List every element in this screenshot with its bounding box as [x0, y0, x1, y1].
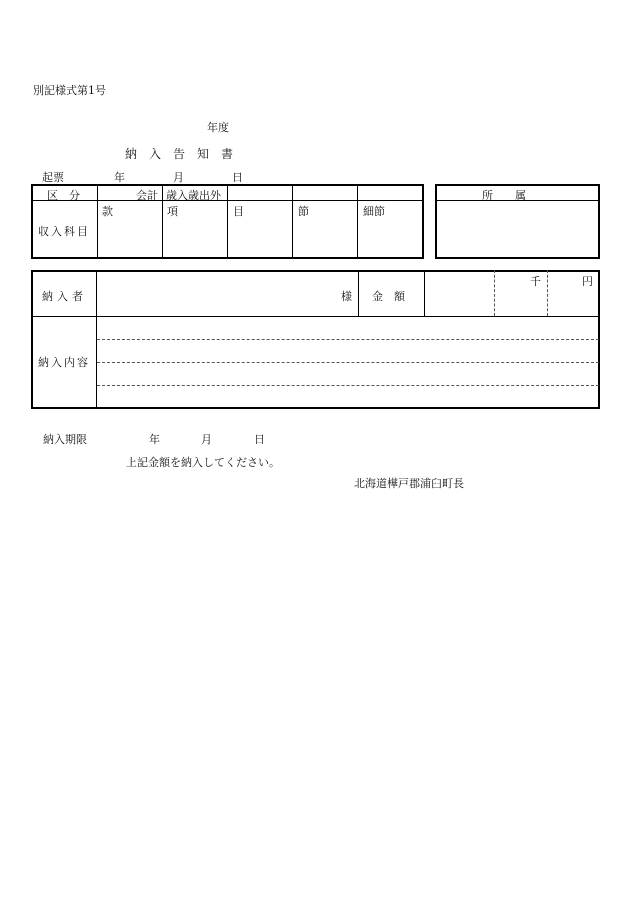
issue-month: 月	[173, 171, 184, 184]
column-moku: 目	[233, 205, 244, 218]
honorific: 様	[341, 290, 352, 303]
column-kou: 項	[167, 205, 178, 218]
classification-label: 区 分	[47, 189, 80, 202]
column-setsu: 節	[298, 205, 309, 218]
amount-unit-thousand: 千	[530, 275, 541, 288]
issue-date-label: 起票	[42, 171, 64, 184]
issue-year: 年	[114, 171, 125, 184]
issue-day: 日	[232, 171, 243, 184]
amount-label: 金 額	[372, 290, 405, 303]
document-title: 納 入 告 知 書	[125, 147, 234, 161]
deadline-day: 日	[254, 433, 265, 446]
column-kan: 款	[102, 205, 113, 218]
column-saisetsu: 細節	[363, 205, 385, 218]
account-label: 会計	[136, 189, 158, 202]
issuer-name: 北海道樺戸郡浦臼町長	[354, 477, 464, 490]
account-type: 歳入歳出外	[166, 189, 221, 202]
revenue-item-label: 収入科目	[38, 225, 90, 238]
contents-label: 納入内容	[38, 356, 90, 369]
affiliation-label: 所 属	[482, 189, 526, 202]
amount-unit-yen: 円	[582, 275, 593, 288]
payer-label: 納入者	[42, 290, 87, 303]
deadline-year: 年	[149, 433, 160, 446]
instruction-text: 上記金額を納入してください。	[126, 456, 280, 469]
deadline-label: 納入期限	[43, 433, 87, 446]
payer-name-field	[97, 271, 357, 316]
fiscal-year-label: 年度	[207, 121, 229, 134]
deadline-month: 月	[201, 433, 212, 446]
form-number: 別記様式第1号	[33, 84, 106, 97]
